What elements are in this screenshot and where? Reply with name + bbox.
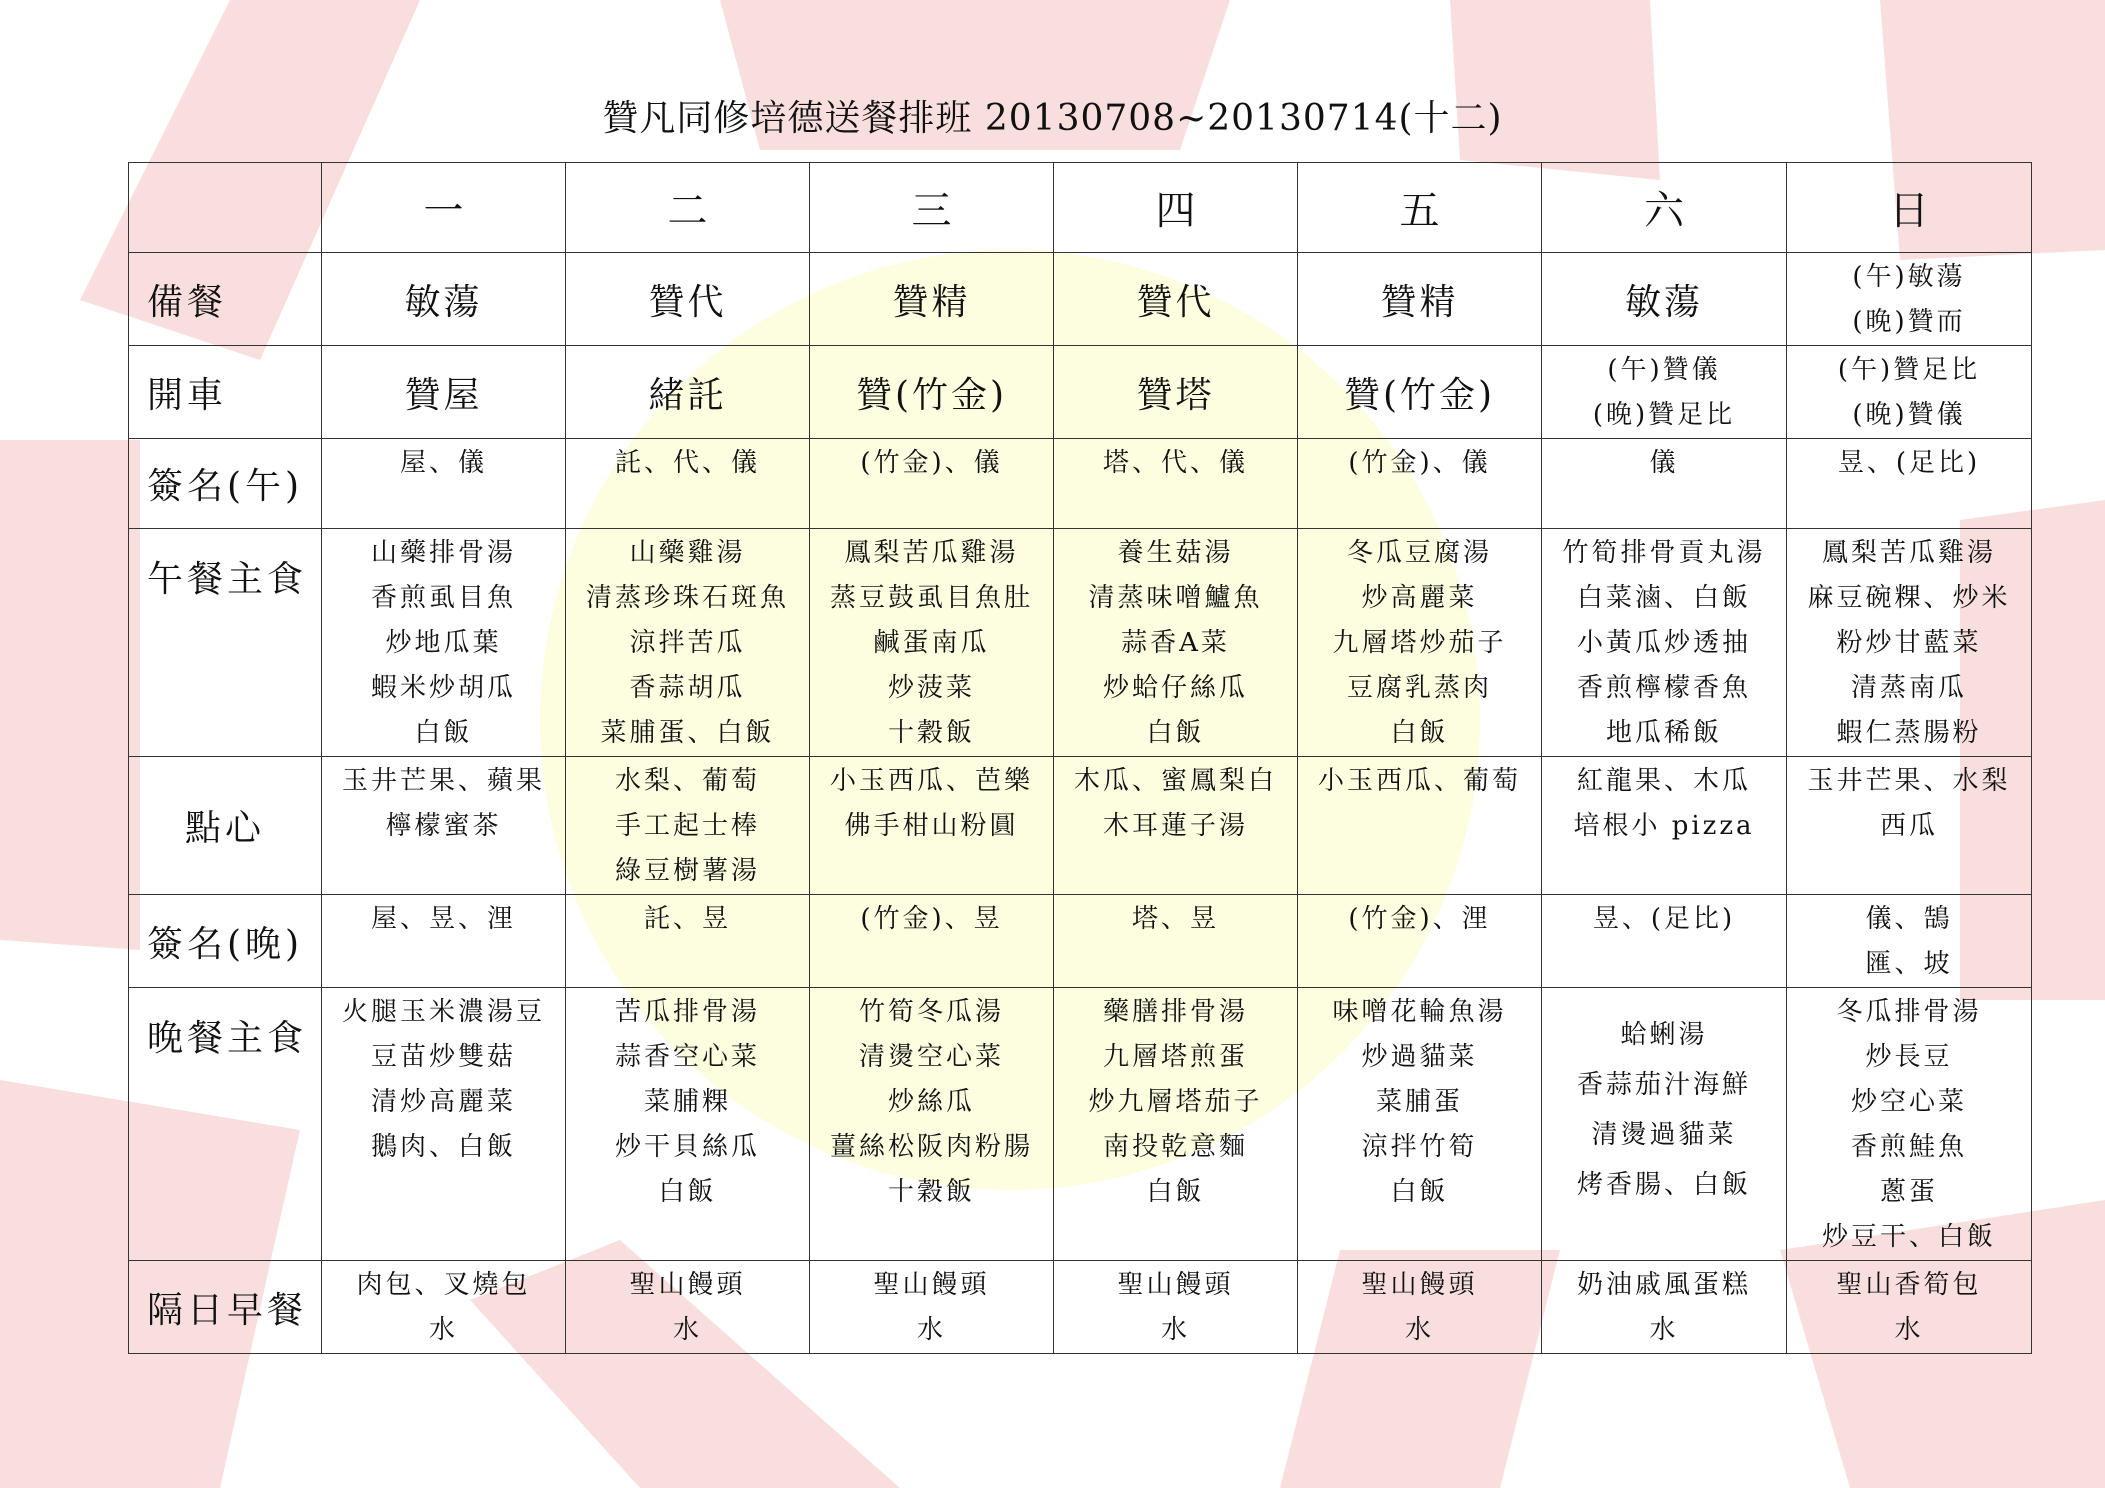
schedule-cell [1787, 757, 2032, 895]
cell-line: 託、昱 [643, 904, 731, 934]
schedule-cell [322, 988, 566, 1261]
cell-line: 菜脯蛋、白飯 [600, 718, 775, 748]
schedule-cell [322, 1261, 566, 1354]
schedule-cell [1787, 529, 2032, 757]
cell-line: 清炒高麗菜 [370, 1087, 516, 1117]
cell-line: 玉井芒果、蘋果 [341, 766, 545, 796]
day-header: 五 [1298, 163, 1542, 253]
cell-line: (晚)贊而 [1852, 307, 1966, 337]
schedule-cell [1298, 757, 1542, 895]
cell-line: 香煎鮭魚 [1850, 1132, 1967, 1162]
cell-line: 鹹蛋南瓜 [873, 628, 990, 658]
schedule-cell [1054, 439, 1298, 529]
cell-line: 蒸豆鼓虱目魚肚 [829, 583, 1033, 613]
cell-line: 炒空心菜 [1850, 1087, 1967, 1117]
cell-line: 炒絲瓜 [887, 1087, 975, 1117]
cell-line: 佛手柑山粉圓 [844, 811, 1019, 841]
row-prep [129, 253, 2032, 346]
day-header: 一 [322, 163, 566, 253]
schedule-cell [810, 757, 1054, 895]
cell-line: 聖山饅頭 [1361, 1270, 1478, 1300]
cell-line: 苦瓜排骨湯 [614, 997, 760, 1027]
cell-line: 白飯 [414, 718, 473, 748]
cell-line: 敏蕩 [404, 281, 483, 323]
cell-line: 蝦仁蒸腸粉 [1836, 718, 1982, 748]
cell-line: 肉包、叉燒包 [356, 1270, 531, 1300]
cell-line: 綠豆樹薯湯 [614, 856, 760, 886]
row-sign-noon [129, 439, 2032, 529]
row-sign-evening [129, 895, 2032, 988]
cell-line: 涼拌苦瓜 [629, 628, 746, 658]
cell-line: 塔、昱 [1131, 904, 1219, 934]
cell-line: 藥膳排骨湯 [1102, 997, 1248, 1027]
cell-line: 昱、(足比) [1592, 904, 1736, 934]
cell-line: 聖山香筍包 [1836, 1270, 1982, 1300]
cell-line: 粉炒甘藍菜 [1836, 628, 1982, 658]
cell-line: 水 [1894, 1315, 1924, 1345]
cell-line: 冬瓜排骨湯 [1836, 997, 1982, 1027]
cell-line: 地瓜稀飯 [1605, 718, 1722, 748]
schedule-cell [1542, 253, 1787, 346]
cell-line: 水梨、葡萄 [614, 766, 760, 796]
cell-line: 十穀飯 [887, 1177, 975, 1207]
schedule-cell [566, 529, 810, 757]
cell-line: 豆腐乳蒸肉 [1346, 673, 1492, 703]
cell-line: 蒜香空心菜 [614, 1042, 760, 1072]
cell-line: 儀、鵠 [1865, 904, 1953, 934]
page-title: 贊凡同修培德送餐排班 20130708~20130714(十二) [602, 98, 1503, 139]
cell-line: 白菜滷、白飯 [1576, 583, 1751, 613]
cell-line: 贊精 [892, 281, 971, 323]
cell-line: 小玉西瓜、芭樂 [829, 766, 1033, 796]
day-header: 四 [1054, 163, 1298, 253]
schedule-cell [322, 757, 566, 895]
cell-line: 火腿玉米濃湯豆 [341, 997, 545, 1027]
schedule-cell [566, 895, 810, 988]
row-breakfast [129, 1261, 2032, 1354]
row-label: 備餐 [129, 253, 322, 346]
cell-line: 蔥蛋 [1879, 1177, 1938, 1207]
row-label: 晚餐主食 [129, 988, 322, 1261]
cell-line: 白飯 [658, 1177, 717, 1207]
day-header: 二 [566, 163, 810, 253]
cell-line: 炒高麗菜 [1361, 583, 1478, 613]
cell-line: 水 [428, 1315, 458, 1345]
cell-line: (午)贊足比 [1837, 355, 1981, 385]
row-snack [129, 757, 2032, 895]
schedule-cell [810, 253, 1054, 346]
schedule-cell [1054, 757, 1298, 895]
schedule-cell [1542, 895, 1787, 988]
cell-line: 炒地瓜葉 [385, 628, 502, 658]
cell-line: 木耳蓮子湯 [1102, 811, 1248, 841]
schedule-cell [322, 346, 566, 439]
schedule-cell [566, 988, 810, 1261]
cell-line: 炒蛤仔絲瓜 [1102, 673, 1248, 703]
schedule-cell [1787, 439, 2032, 529]
cell-line: 敏蕩 [1624, 281, 1703, 323]
schedule-cell [322, 529, 566, 757]
cell-line: 山藥雞湯 [629, 538, 746, 568]
cell-line: 贊精 [1380, 281, 1459, 323]
row-label: 點心 [129, 757, 322, 895]
cell-line: 鳳梨苦瓜雞湯 [844, 538, 1019, 568]
cell-line: 匯、坡 [1865, 949, 1953, 979]
cell-line: 小玉西瓜、葡萄 [1317, 766, 1521, 796]
cell-line: 香蒜胡瓜 [629, 673, 746, 703]
schedule-cell [1542, 1261, 1787, 1354]
schedule-cell [810, 439, 1054, 529]
schedule-cell [1542, 988, 1787, 1261]
cell-line: 西瓜 [1879, 811, 1938, 841]
cell-line: 手工起士棒 [614, 811, 760, 841]
cell-line: 山藥排骨湯 [370, 538, 516, 568]
schedule-cell [810, 895, 1054, 988]
cell-line: 香煎檸檬香魚 [1576, 673, 1751, 703]
cell-line: 菜脯粿 [643, 1087, 731, 1117]
schedule-cell [810, 1261, 1054, 1354]
schedule-cell [1787, 253, 2032, 346]
schedule-cell [566, 253, 810, 346]
cell-line: 聖山饅頭 [629, 1270, 746, 1300]
schedule-table [128, 162, 2032, 1354]
row-drive [129, 346, 2032, 439]
cell-line: 昱、(足比) [1837, 448, 1981, 478]
schedule-cell [1787, 895, 2032, 988]
cell-line: 蒜香A菜 [1121, 628, 1230, 658]
cell-line: 炒九層塔茄子 [1088, 1087, 1263, 1117]
cell-line: 贊代 [1136, 281, 1215, 323]
cell-line: 九層塔炒茄子 [1332, 628, 1507, 658]
cell-line: 聖山饅頭 [1117, 1270, 1234, 1300]
schedule-cell [1298, 988, 1542, 1261]
schedule-cell [1787, 988, 2032, 1261]
schedule-cell [566, 439, 810, 529]
cell-line: (竹金)、浬 [1348, 904, 1491, 934]
day-header: 六 [1542, 163, 1787, 253]
cell-line: (竹金)、儀 [860, 448, 1003, 478]
cell-line: 清燙空心菜 [858, 1042, 1004, 1072]
cell-line: 小黃瓜炒透抽 [1576, 628, 1751, 658]
cell-line: 薑絲松阪肉粉腸 [829, 1132, 1033, 1162]
cell-line: 塔、代、儀 [1102, 448, 1248, 478]
schedule-cell [1787, 1261, 2032, 1354]
cell-line: 儀 [1649, 448, 1679, 478]
schedule-cell [810, 346, 1054, 439]
cell-line: 水 [1404, 1315, 1434, 1345]
cell-line: 清蒸南瓜 [1850, 673, 1967, 703]
cell-line: 聖山饅頭 [873, 1270, 990, 1300]
schedule-cell [1298, 253, 1542, 346]
cell-line: 培根小 pizza [1573, 811, 1755, 841]
corner-cell [129, 163, 322, 253]
cell-line: 竹筍冬瓜湯 [858, 997, 1004, 1027]
cell-line: 炒菠菜 [887, 673, 975, 703]
cell-line: 贊(竹金) [855, 374, 1008, 416]
cell-line: 檸檬蜜茶 [385, 811, 502, 841]
cell-line: 白飯 [1146, 718, 1205, 748]
cell-line: 屋、儀 [399, 448, 487, 478]
schedule-cell [1054, 253, 1298, 346]
cell-line: 清蒸味噌鱸魚 [1088, 583, 1263, 613]
schedule-cell [1542, 529, 1787, 757]
cell-line: 炒過貓菜 [1361, 1042, 1478, 1072]
schedule-cell [1054, 1261, 1298, 1354]
cell-line: 香煎虱目魚 [370, 583, 516, 613]
cell-line: 冬瓜豆腐湯 [1346, 538, 1492, 568]
cell-line: 鵝肉、白飯 [370, 1132, 516, 1162]
cell-line: 白飯 [1146, 1177, 1205, 1207]
cell-line: 味噌花輪魚湯 [1332, 997, 1507, 1027]
schedule-cell [566, 1261, 810, 1354]
schedule-cell [566, 757, 810, 895]
schedule-cell [810, 988, 1054, 1261]
cell-line: 養生菇湯 [1117, 538, 1234, 568]
cell-line: 水 [1649, 1315, 1679, 1345]
cell-line: 南投乾意麵 [1102, 1132, 1248, 1162]
cell-line: 豆苗炒雙菇 [370, 1042, 516, 1072]
cell-line: 鳳梨苦瓜雞湯 [1821, 538, 1996, 568]
row-label: 簽名(晚) [129, 895, 322, 988]
cell-line: 蝦米炒胡瓜 [370, 673, 516, 703]
cell-line: 屋、昱、浬 [370, 904, 516, 934]
cell-line: 麻豆碗粿、炒米 [1807, 583, 2011, 613]
cell-line: 水 [672, 1315, 702, 1345]
cell-line: (竹金)、儀 [1348, 448, 1491, 478]
cell-line: 涼拌竹筍 [1361, 1132, 1478, 1162]
cell-line: 烤香腸、白飯 [1576, 1170, 1751, 1200]
cell-line: 炒干貝絲瓜 [614, 1132, 760, 1162]
cell-line: 託、代、儀 [614, 448, 760, 478]
schedule-cell [1298, 1261, 1542, 1354]
cell-line: 贊塔 [1136, 374, 1215, 416]
schedule-cell [810, 529, 1054, 757]
row-label: 午餐主食 [129, 529, 322, 757]
cell-line: 炒豆干、白飯 [1821, 1222, 1996, 1252]
schedule-cell [1054, 988, 1298, 1261]
row-dinner [129, 988, 2032, 1261]
cell-line: (午)贊儀 [1607, 355, 1721, 385]
schedule-cell [1298, 346, 1542, 439]
cell-line: 木瓜、蜜鳳梨白 [1073, 766, 1277, 796]
schedule-cell [1054, 346, 1298, 439]
schedule-cell [1298, 895, 1542, 988]
schedule-cell [1298, 529, 1542, 757]
schedule-cell [322, 439, 566, 529]
cell-line: (竹金)、昱 [860, 904, 1003, 934]
cell-line: 菜脯蛋 [1375, 1087, 1463, 1117]
cell-line: (晚)贊儀 [1852, 400, 1966, 430]
schedule-cell [1054, 895, 1298, 988]
schedule-cell [1542, 346, 1787, 439]
schedule-cell [322, 895, 566, 988]
cell-line: 清燙過貓菜 [1591, 1120, 1737, 1150]
schedule-cell [1054, 529, 1298, 757]
row-label: 簽名(午) [129, 439, 322, 529]
schedule-cell [1542, 757, 1787, 895]
cell-line: 贊屋 [404, 374, 483, 416]
day-header: 日 [1787, 163, 2032, 253]
row-label: 隔日早餐 [129, 1261, 322, 1354]
schedule-cell [566, 346, 810, 439]
row-day-header [129, 163, 2032, 253]
schedule-cell [1542, 439, 1787, 529]
cell-line: 清蒸珍珠石斑魚 [585, 583, 789, 613]
cell-line: 白飯 [1390, 1177, 1449, 1207]
cell-line: 炒長豆 [1865, 1042, 1953, 1072]
cell-line: 贊代 [648, 281, 727, 323]
cell-line: 白飯 [1390, 718, 1449, 748]
cell-line: 水 [1160, 1315, 1190, 1345]
row-label: 開車 [129, 346, 322, 439]
cell-line: 九層塔煎蛋 [1102, 1042, 1248, 1072]
cell-line: 贊(竹金) [1343, 374, 1496, 416]
cell-line: 竹筍排骨貢丸湯 [1562, 538, 1766, 568]
cell-line: 玉井芒果、水梨 [1807, 766, 2011, 796]
cell-line: 緒託 [648, 374, 727, 416]
cell-line: 紅龍果、木瓜 [1576, 766, 1751, 796]
cell-line: 水 [916, 1315, 946, 1345]
day-header: 三 [810, 163, 1054, 253]
row-lunch [129, 529, 2032, 757]
cell-line: 香蒜茄汁海鮮 [1576, 1070, 1751, 1100]
cell-line: 蛤蜊湯 [1620, 1020, 1708, 1050]
cell-line: 十穀飯 [887, 718, 975, 748]
schedule-cell [1298, 439, 1542, 529]
cell-line: (晚)贊足比 [1592, 400, 1736, 430]
cell-line: 奶油戚風蛋糕 [1576, 1270, 1751, 1300]
schedule-cell [322, 253, 566, 346]
schedule-cell [1787, 346, 2032, 439]
cell-line: (午)敏蕩 [1852, 262, 1966, 292]
